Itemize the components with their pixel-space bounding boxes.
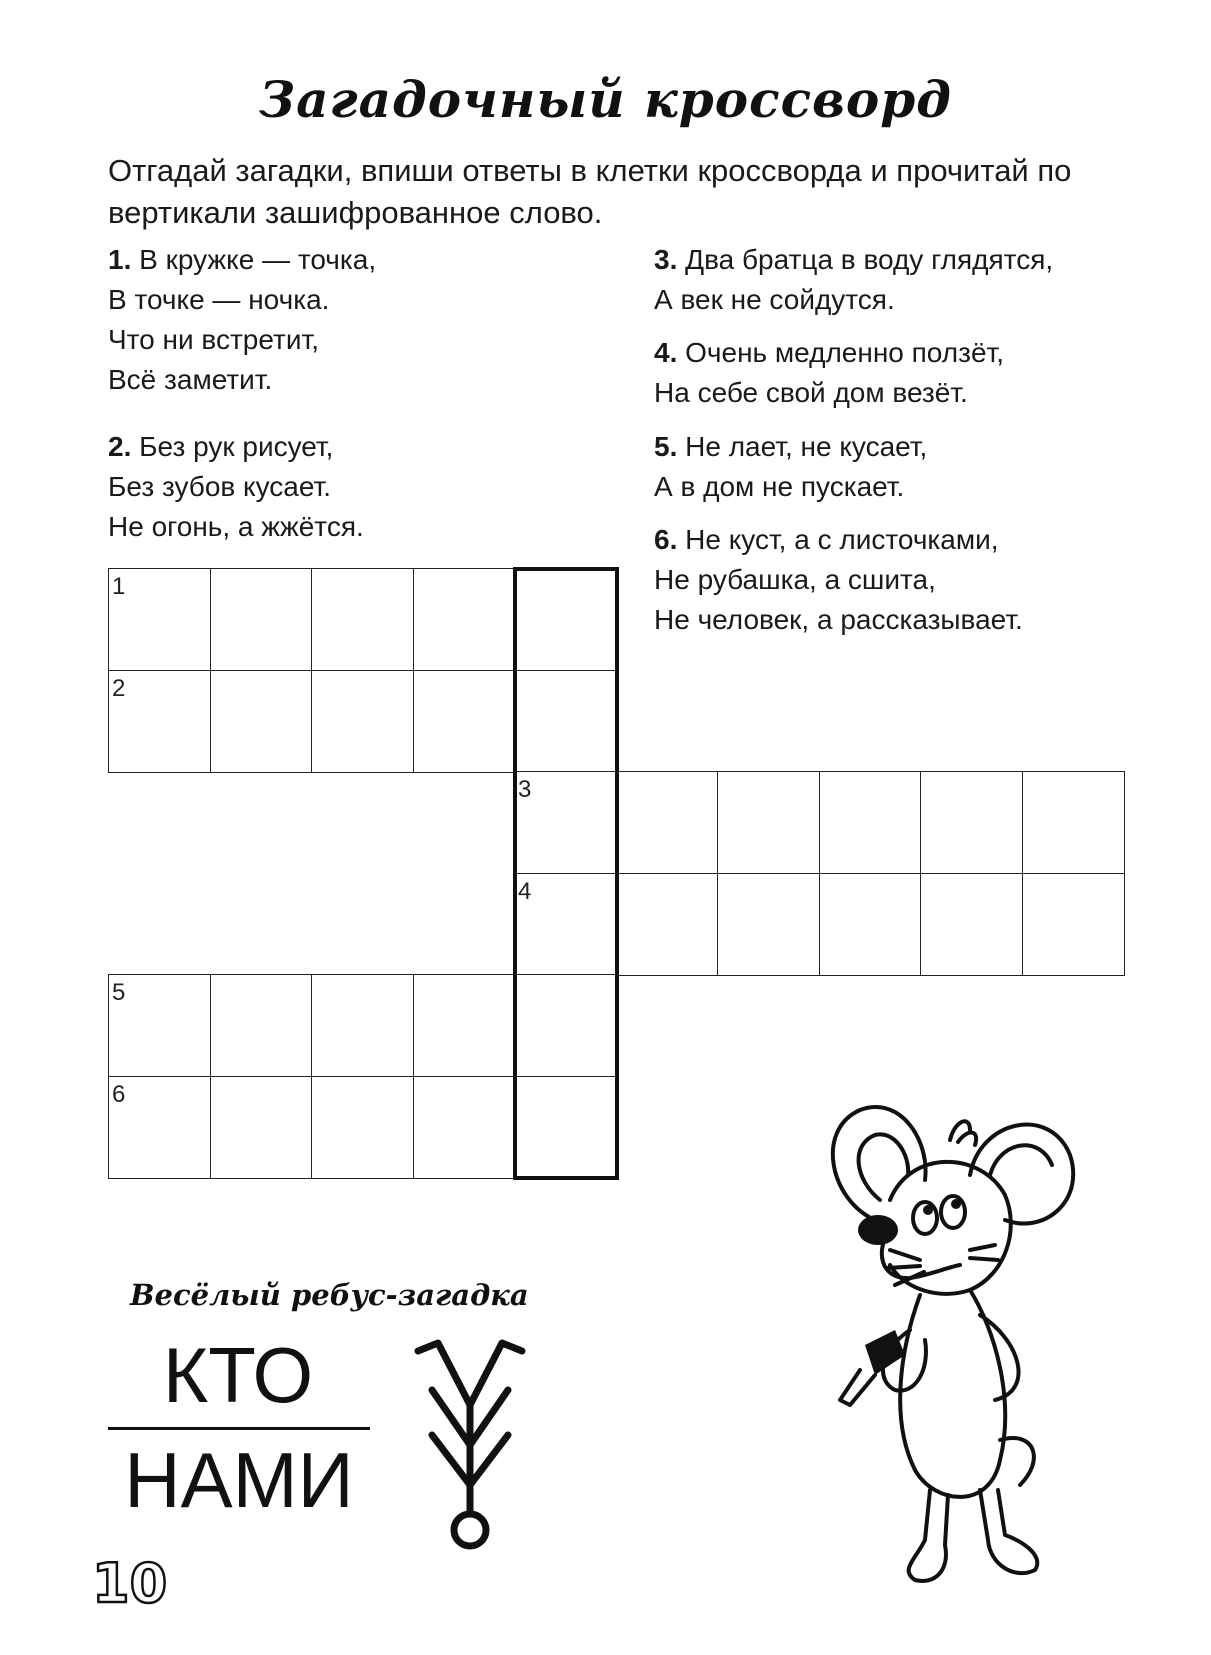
rebus-top-word: КТО — [162, 1331, 314, 1419]
riddle-3 — [654, 240, 1053, 320]
crossword-cell[interactable] — [1022, 873, 1125, 976]
crossword-clue-number: 6 — [112, 1080, 126, 1108]
page-title: Загадочный кроссворд — [259, 70, 952, 129]
riddle-4 — [654, 333, 1004, 413]
riddle-line: Не лает, не кусает, — [685, 431, 928, 462]
riddle-line: На себе свой дом везёт. — [654, 377, 968, 408]
riddle-5 — [654, 427, 927, 507]
crossword-cell[interactable] — [210, 670, 313, 773]
crossword-cell[interactable] — [920, 771, 1023, 874]
crossword-cell[interactable] — [920, 873, 1023, 976]
crossword-clue-number: 4 — [518, 877, 532, 905]
riddle-line: А век не сойдутся. — [654, 284, 895, 315]
crossword-clue-number: 3 — [518, 776, 532, 803]
crossword-cell[interactable] — [108, 974, 211, 1077]
crossword-cell[interactable] — [108, 1076, 211, 1179]
riddle-line: Всё заметит. — [108, 364, 273, 395]
crossword-cell[interactable] — [413, 974, 516, 1077]
crossword-cell[interactable] — [514, 873, 617, 976]
rebus-title: Весёлый ребус-загадка — [130, 1278, 529, 1312]
riddle-number: 3. — [654, 244, 678, 275]
riddle-line: Два братца в воду глядятся, — [685, 244, 1054, 275]
crossword-cell[interactable] — [413, 1076, 516, 1179]
crossword-cell[interactable] — [819, 771, 922, 874]
crossword-cell[interactable] — [717, 771, 820, 874]
crossword-cell[interactable] — [311, 568, 414, 671]
crossword-cell[interactable] — [1022, 771, 1125, 874]
rebus-bottom-word: НАМИ — [124, 1436, 354, 1524]
crossword-cell[interactable] — [717, 873, 820, 976]
crossword-cell[interactable] — [514, 1076, 617, 1179]
crossword-cell[interactable] — [210, 1076, 313, 1179]
mouse-illustration-icon — [820, 1100, 1080, 1600]
crossword-cell[interactable] — [108, 670, 211, 773]
crossword-clue-number: 5 — [112, 979, 126, 1006]
crossword-cell[interactable] — [514, 568, 617, 671]
riddle-line: Не человек, а рассказывает. — [654, 604, 1023, 635]
crossword-cell[interactable] — [311, 670, 414, 773]
riddle-number: 4. — [654, 337, 678, 368]
riddle-2 — [108, 427, 364, 547]
crossword-cell[interactable] — [819, 873, 922, 976]
riddle-number: 5. — [654, 431, 678, 462]
riddle-number: 1. — [108, 244, 132, 275]
riddle-number: 6. — [654, 524, 678, 555]
rebus-symbol-icon — [410, 1335, 530, 1550]
crossword-cell[interactable] — [413, 670, 516, 773]
crossword-cell[interactable] — [413, 568, 516, 671]
crossword-clue-number: 1 — [112, 573, 126, 600]
riddle-line: Что ни встретит, — [108, 324, 319, 355]
riddle-line: Без зубов кусает. — [108, 471, 332, 502]
riddle-line: А в дом не пускает. — [654, 471, 905, 502]
instruction-text: Отгадай загадки, впиши ответы в клетки кроссворда и прочитай по вертикали зашифрованное слово. — [108, 153, 1072, 230]
crossword-cell[interactable] — [210, 568, 313, 671]
crossword-clue-number: 2 — [112, 674, 126, 702]
riddle-line: Очень медленно ползёт, — [685, 337, 1005, 368]
crossword-cell[interactable] — [210, 974, 313, 1077]
page-number: 10 — [92, 1552, 168, 1615]
crossword-cell[interactable] — [616, 771, 719, 874]
crossword-cell[interactable] — [311, 974, 414, 1077]
riddle-6 — [654, 520, 1023, 640]
crossword-cell[interactable] — [514, 771, 617, 874]
riddle-1 — [108, 240, 376, 400]
crossword-cell[interactable] — [311, 1076, 414, 1179]
riddle-line: Без рук рисует, — [139, 431, 334, 462]
crossword-cell[interactable] — [514, 974, 617, 1077]
riddle-line: В точке — ночка. — [108, 284, 330, 315]
riddle-line: Не огонь, а жжётся. — [108, 511, 364, 542]
riddle-line: Не рубашка, а сшита, — [654, 564, 936, 595]
riddle-line: Не куст, а с листочками, — [685, 524, 999, 555]
crossword-cell[interactable] — [108, 568, 211, 671]
crossword-cell[interactable] — [616, 873, 719, 976]
riddle-number: 2. — [108, 431, 132, 462]
rebus-fraction-line — [108, 1427, 370, 1430]
riddle-line: В кружке — точка, — [139, 244, 377, 275]
crossword-cell[interactable] — [514, 670, 617, 773]
